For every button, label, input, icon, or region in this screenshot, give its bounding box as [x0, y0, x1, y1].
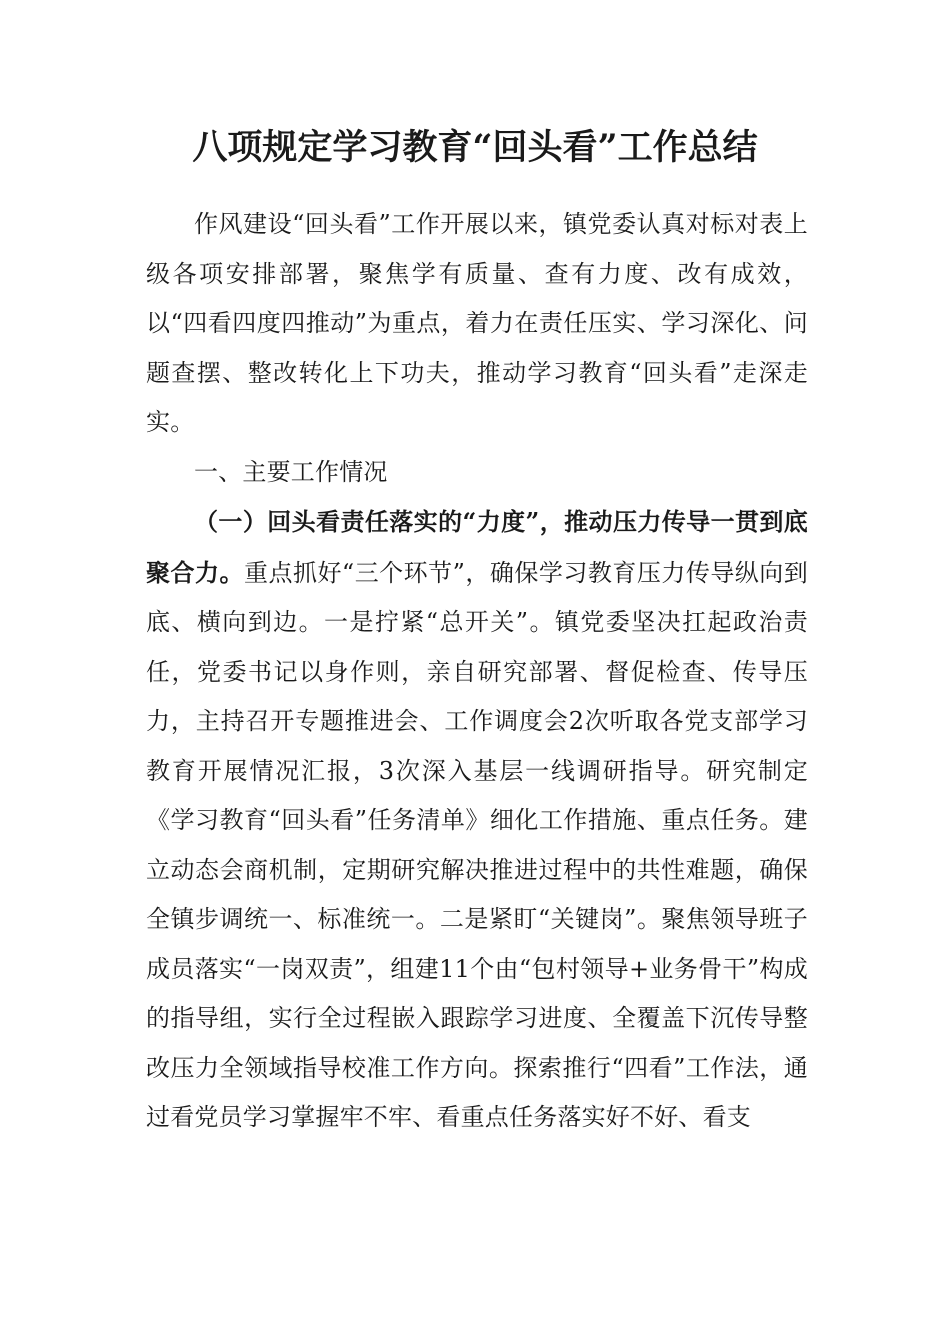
intro-paragraph: 作风建设“回头看”工作开展以来，镇党委认真对标对表上级各项安排部署，聚焦学有质量、查有力度、改有成效，以“四看四度四推动”为重点，着力在责任压实、学习深化、问题查摆、整改转化上下功夫，推动学习教育“回头看”走深走实。 — [146, 210, 808, 436]
section-heading: 一、主要工作情况 — [194, 457, 388, 486]
subsection-paragraph — [146, 497, 808, 1143]
subsection-lead: （一）回头看责任落实的“力度”，推动压力传导一贯到底聚合力。 — [146, 507, 808, 587]
document-body — [146, 200, 808, 1143]
subsection-text: 重点抓好“三个环节”，确保学习教育压力传导纵向到底、横向到边。一是拧紧“总开关”。镇党委坚决扛起政治责任，党委书记以身作则，亲自研究部署、督促检查、传导压力，主持召开专题推进会、工作调度会2次听取各党支部学习教育开展情况汇报，3次深入基层一线调研指导。研究制定《学习教育“回头看”任务清单》细化工作措施、重点任务。建立动态会商机制，定期研究解决推进过程中的共性难题，确保全镇步调统一、标准统一。二是紧盯“关键岗”。聚焦领导班子成员落实“一岗双责”，组建11个由“包村领导+业务骨干”构成的指导组，实行全过程嵌入跟踪学习进度、全覆盖下沉传导整改压力全领域指导校准工作方向。探索推行“四看”工作法，通过看党员学习掌握牢不牢、看重点任务落实好不好、看支 — [146, 558, 808, 1131]
document-title: 八项规定学习教育“回头看”工作总结 — [192, 127, 758, 168]
